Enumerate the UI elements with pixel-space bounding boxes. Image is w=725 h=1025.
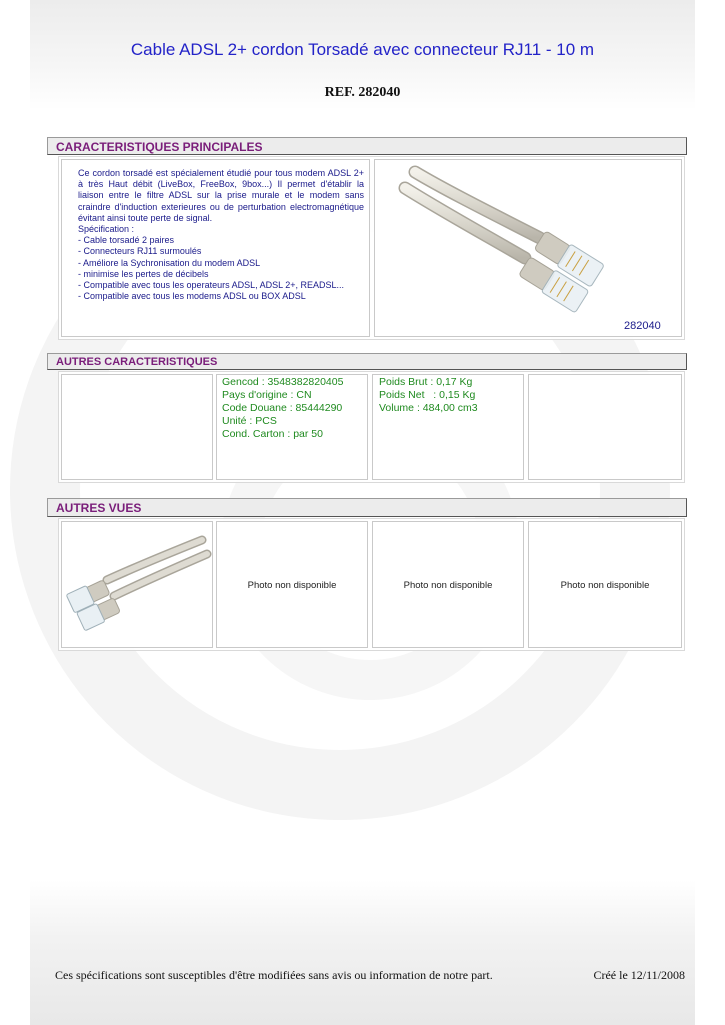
other-cell-4 [528,374,682,480]
spec-item: - Compatible avec tous les operateurs ADSL, ADSL 2+, READSL... [78,280,345,291]
photo-unavailable-label: Photo non disponible [403,580,493,591]
logistics-column-2 [379,376,478,415]
product-image-box [374,159,682,337]
description-paragraph: Ce cordon torsadé est spécialement étudié pour tous modem ADSL 2+ à très Haut débit (LiveBox, FreeBox, 9box...) Il permet d'établir la liaison entre le filtre ADSL sur la prise murale et le modem sans craindre d'induction exterieures ou de perturbation electromagnétique évitant ainsi toute perte de signal. [78,168,364,223]
unit-value: Unité : PCS [222,415,277,427]
spec-item: - Compatible avec tous les modems ADSL ou BOX ADSL [78,291,306,302]
section-header-main: CARACTERISTIQUES PRINCIPALES [47,137,687,155]
gencod-value: Gencod : 3548382820405 [222,376,344,388]
product-reference: REF. 282040 [324,85,401,100]
net-weight-value: Poids Net : 0,15 Kg [379,389,476,401]
customs-code-value: Code Douane : 85444290 [222,402,343,414]
origin-value: Pays d'origine : CN [222,389,312,401]
gross-weight-value: Poids Brut : 0,17 Kg [379,376,473,388]
spec-item: - Améliore la Sychronisation du modem ADSL [78,257,261,268]
view-cell-1 [61,521,213,648]
product-description [78,168,364,302]
section-header-views: AUTRES VUES [47,498,687,517]
spec-item: - minimise les pertes de décibels [78,268,209,279]
rj11-cable-thumbnail [62,522,212,647]
other-cell-1 [61,374,213,480]
section-header-other: AUTRES CARACTERISTIQUES [47,353,687,370]
footer-band [30,880,695,1025]
photo-unavailable-label: Photo non disponible [247,580,337,591]
image-reference-label: 282040 [624,320,661,332]
footer-disclaimer: Ces spécifications sont susceptibles d'être modifiées sans avis ou information de notre part. [55,968,493,982]
logistics-column-1 [222,376,343,441]
photo-unavailable-label: Photo non disponible [560,580,650,591]
footer-date: Créé le 12/11/2008 [593,968,685,982]
product-title: Cable ADSL 2+ cordon Torsadé avec connecteur RJ11 - 10 m [130,40,595,59]
volume-value: Volume : 484,00 cm3 [379,402,478,414]
spec-item: - Connecteurs RJ11 surmoulés [78,246,202,257]
spec-title: Spécification : [78,224,135,235]
rj11-cable-image [375,160,681,336]
spec-item: - Cable torsadé 2 paires [78,235,175,246]
carton-value: Cond. Carton : par 50 [222,428,323,440]
